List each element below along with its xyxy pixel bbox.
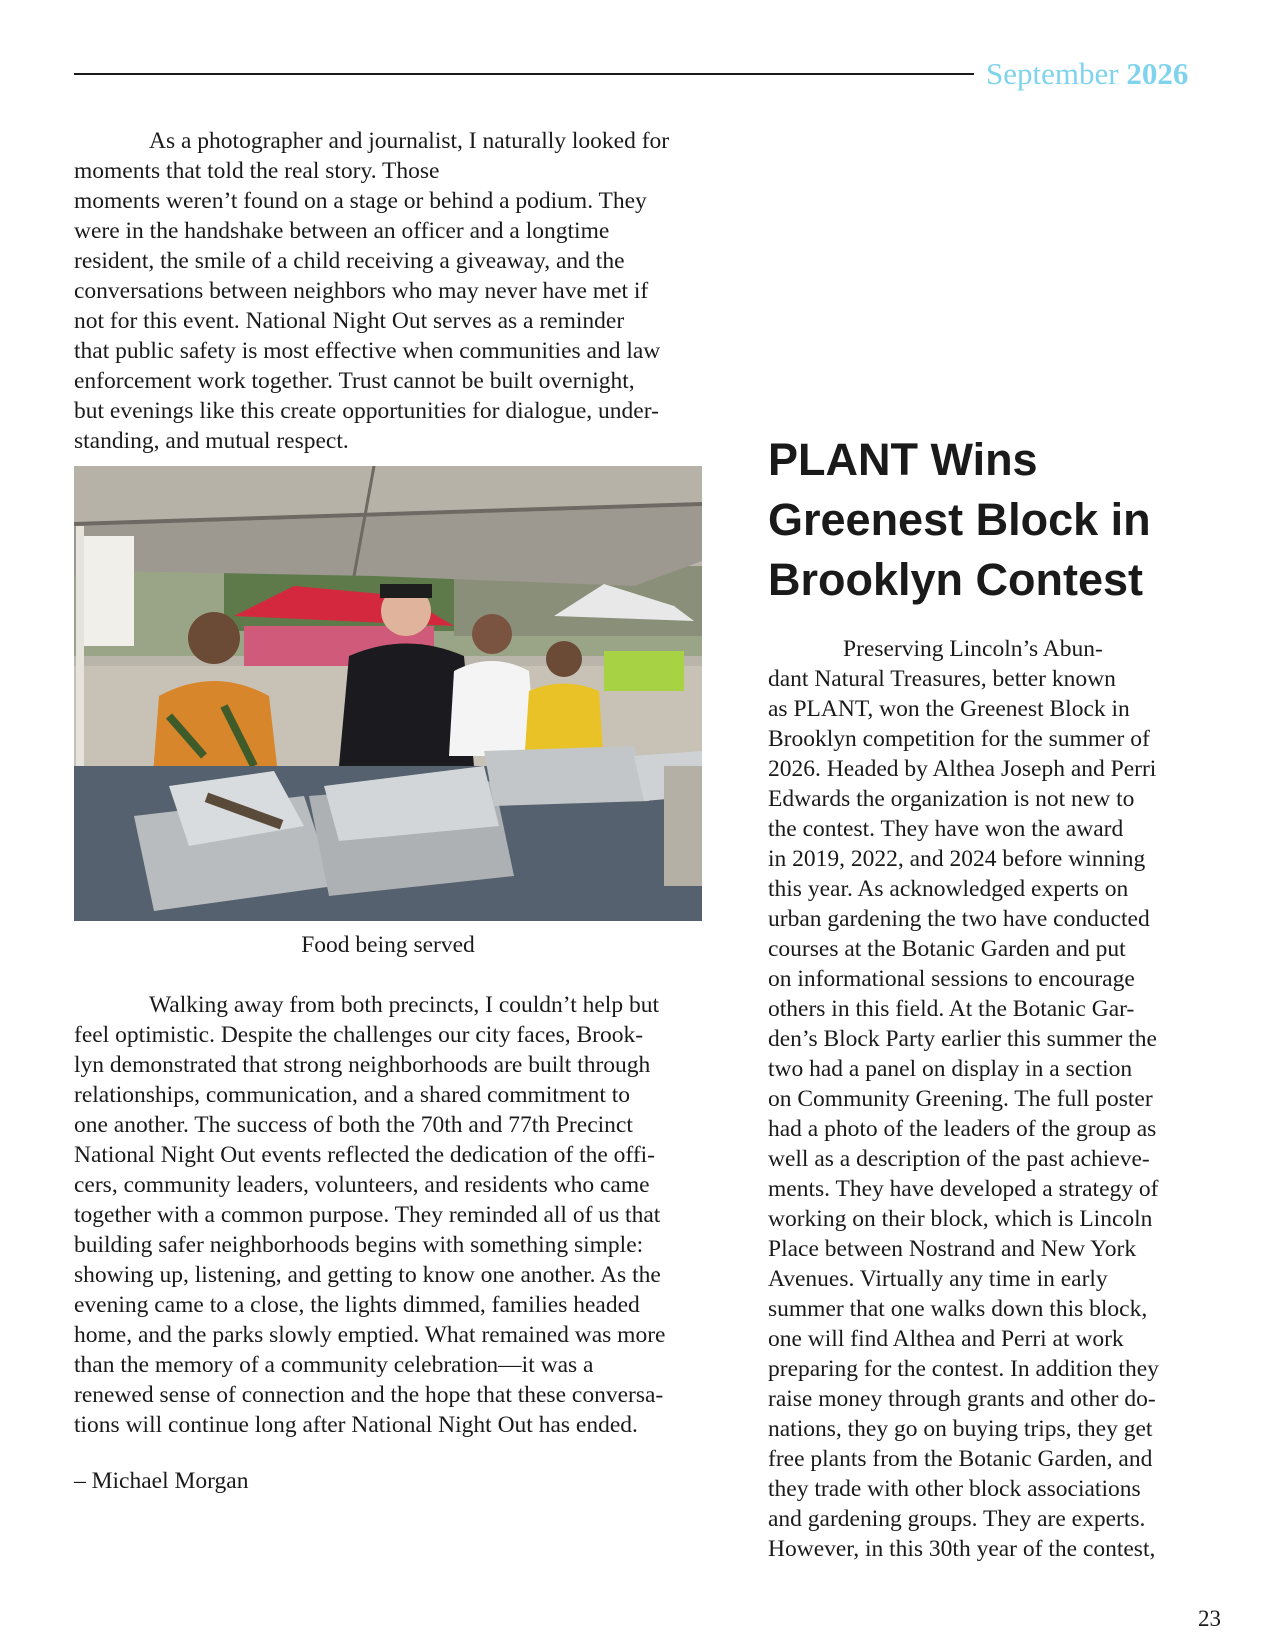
text-line: home, and the parks slowly emptied. What remained was more: [74, 1322, 666, 1348]
author-signature: – Michael Morgan: [74, 1468, 249, 1494]
paragraph-1: [74, 126, 714, 456]
text-line: enforcement work together. Trust cannot be built overnight,: [74, 368, 635, 394]
text-line: building safer neighborhoods begins with something simple:: [74, 1232, 644, 1258]
left-column-paragraph-2: [74, 990, 714, 1440]
text-line: this year. As acknowledged experts on: [768, 876, 1129, 902]
page-number: 23: [1198, 1606, 1221, 1631]
text-line: ments. They have developed a strategy of: [768, 1176, 1159, 1202]
text-line: feel optimistic. Despite the challenges our city faces, Brook-: [74, 1022, 644, 1048]
photo-caption: Food being served: [301, 932, 475, 958]
text-line: the contest. They have won the award: [768, 816, 1124, 842]
text-line: 2026. Headed by Althea Joseph and Perri: [768, 756, 1157, 782]
text-line: evening came to a close, the lights dimmed, families headed: [74, 1292, 640, 1318]
text-line: they trade with other block associations: [768, 1476, 1141, 1502]
text-line: but evenings like this create opportunities for dialogue, under-: [74, 398, 659, 424]
text-line: relationships, communication, and a shared commitment to: [74, 1082, 631, 1108]
text-line: National Night Out events reflected the dedication of the offi-: [74, 1142, 655, 1168]
text-line: on informational sessions to encourage: [768, 966, 1135, 992]
right-column-body: [768, 634, 1208, 1564]
text-line: were in the handshake between an officer and a longtime: [74, 218, 610, 244]
text-line: had a photo of the leaders of the group as: [768, 1116, 1157, 1142]
text-line: showing up, listening, and getting to know one another. As the: [74, 1262, 661, 1288]
text-line: well as a description of the past achieve-: [768, 1146, 1150, 1172]
text-line: PLANT Wins: [768, 434, 1038, 485]
text-line: together with a common purpose. They reminded all of us that: [74, 1202, 661, 1228]
text-line: working on their block, which is Lincoln: [768, 1206, 1153, 1232]
text-line: and gardening groups. They are experts.: [768, 1506, 1146, 1532]
text-line: than the memory of a community celebration—it was a: [74, 1352, 594, 1378]
article-headline: [768, 430, 1228, 610]
text-line: moments that told the real story. Those: [74, 158, 440, 184]
text-line: Preserving Lincoln’s Abun-: [843, 636, 1103, 662]
paragraph-2: [74, 990, 714, 1440]
text-line: tions will continue long after National Night Out has ended.: [74, 1412, 638, 1438]
text-line: conversations between neighbors who may never have met if: [74, 278, 649, 304]
text-line: Brooklyn competition for the summer of: [768, 726, 1150, 752]
text-line: courses at the Botanic Garden and put: [768, 936, 1126, 962]
text-line: resident, the smile of a child receiving a giveaway, and the: [74, 248, 625, 274]
text-line: two had a panel on display in a section: [768, 1056, 1133, 1082]
text-line: raise money through grants and other do-: [768, 1386, 1156, 1412]
text-line: lyn demonstrated that strong neighborhoods are built through: [74, 1052, 651, 1078]
issue-date: [986, 56, 1188, 92]
text-line: Avenues. Virtually any time in early: [768, 1266, 1108, 1292]
text-line: nations, they go on buying trips, they get: [768, 1416, 1153, 1442]
event-photo: [74, 466, 702, 921]
text-line: one will find Althea and Perri at work: [768, 1326, 1124, 1352]
left-column-paragraph-1: [74, 126, 714, 456]
text-line: standing, and mutual respect.: [74, 428, 349, 454]
issue-year: 2026: [1126, 56, 1189, 91]
text-line: one another. The success of both the 70th and 77th Precinct: [74, 1112, 633, 1138]
text-line: moments weren’t found on a stage or behind a podium. They: [74, 188, 647, 214]
plant-article-paragraph: [768, 634, 1208, 1564]
text-line: den’s Block Party earlier this summer the: [768, 1026, 1157, 1052]
text-line: renewed sense of connection and the hope that these conversa-: [74, 1382, 664, 1408]
text-line: However, in this 30th year of the contest,: [768, 1536, 1156, 1562]
issue-month: September: [986, 56, 1119, 91]
text-line: cers, community leaders, volunteers, and residents who came: [74, 1172, 650, 1198]
text-line: preparing for the contest. In addition they: [768, 1356, 1159, 1382]
text-line: free plants from the Botanic Garden, and: [768, 1446, 1153, 1472]
text-line: on Community Greening. The full poster: [768, 1086, 1153, 1112]
text-line: Brooklyn Contest: [768, 554, 1144, 605]
text-line: As a photographer and journalist, I naturally looked for: [149, 128, 670, 154]
header-rule: [74, 73, 974, 75]
text-line: summer that one walks down this block,: [768, 1296, 1148, 1322]
text-line: Edwards the organization is not new to: [768, 786, 1135, 812]
text-line: Place between Nostrand and New York: [768, 1236, 1137, 1262]
text-line: urban gardening the two have conducted: [768, 906, 1150, 932]
text-line: Walking away from both precincts, I couldn’t help but: [149, 992, 659, 1018]
text-line: Greenest Block in: [768, 494, 1151, 545]
text-line: not for this event. National Night Out serves as a reminder: [74, 308, 625, 334]
text-line: in 2019, 2022, and 2024 before winning: [768, 846, 1146, 872]
text-line: dant Natural Treasures, better known: [768, 666, 1116, 692]
text-line: as PLANT, won the Greenest Block in: [768, 696, 1130, 722]
text-line: that public safety is most effective when communities and law: [74, 338, 661, 364]
text-line: others in this field. At the Botanic Gar-: [768, 996, 1135, 1022]
